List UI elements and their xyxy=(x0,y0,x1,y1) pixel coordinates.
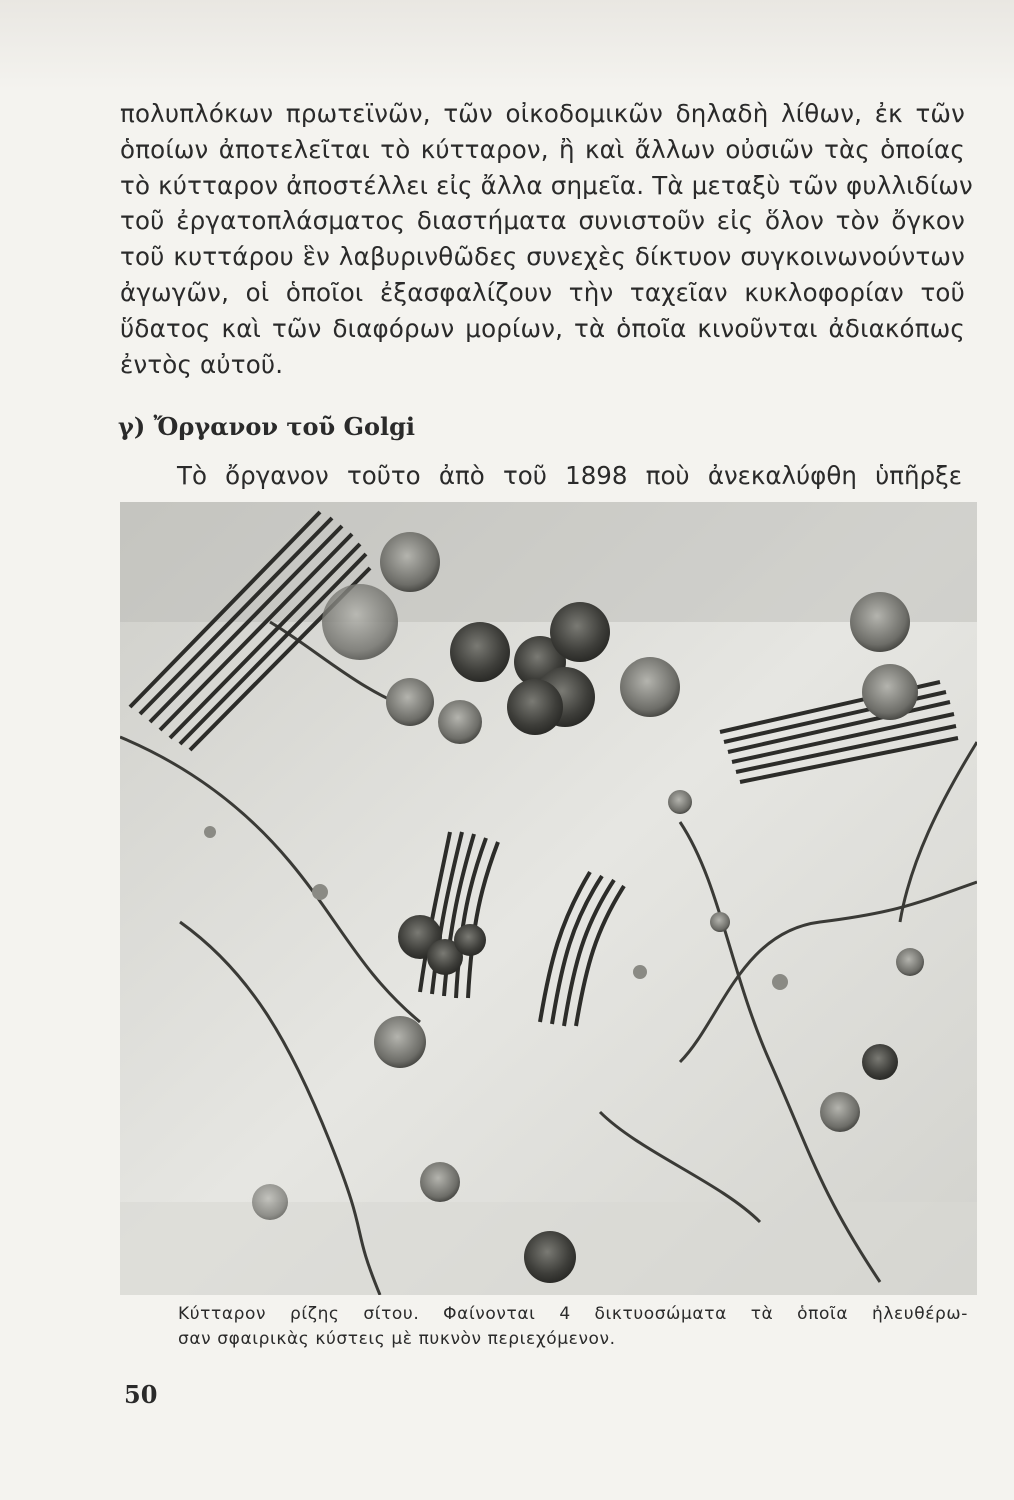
body-paragraph xyxy=(120,96,973,382)
micrograph-photo xyxy=(120,502,977,1295)
page-number: 50 xyxy=(124,1380,158,1409)
text-line: ἀγωγῶν, οἱ ὁποῖοι ἐξασφαλίζουν τὴν ταχεῖαν κυκλοφορίαν τοῦ xyxy=(120,277,965,307)
text-line: τοῦ ἐργατοπλάσματος διαστήματα συνιστοῦν εἰς ὅλον τὸν ὄγκον xyxy=(120,206,965,236)
text-line: ὁποίων ἀποτελεῖται τὸ κύτταρον, ἢ καὶ ἄλλων οὐσιῶν τὰς ὁποίας xyxy=(120,134,965,164)
text-line: πολυπλόκων πρωτεϊνῶν, τῶν οἰκοδομικῶν δηλαδὴ λίθων, ἐκ τῶν xyxy=(120,99,965,128)
section-heading: γ) Ὄργανον τοῦ Golgi xyxy=(118,412,416,441)
text-line: ἐντὸς αὐτοῦ. xyxy=(120,349,284,379)
micrograph-image xyxy=(120,502,977,1295)
caption-line: σαν σφαιρικὰς κύστεις μὲ πυκνὸν περιεχόμενον. xyxy=(178,1329,616,1349)
section-intro-line: Τὸ ὄργανον τοῦτο ἀπὸ τοῦ 1898 ποὺ ἀνεκαλύφθη ὑπῆρξε xyxy=(177,461,962,490)
caption-line: Κύτταρον ρίζης σίτου. Φαίνονται 4 δικτυοσώματα τὰ ὁποῖα ἠλευθέρω- xyxy=(178,1304,968,1324)
page-top-shading xyxy=(0,0,1014,90)
text-line: ὕδατος καὶ τῶν διαφόρων μορίων, τὰ ὁποῖα κινοῦνται ἀδιακόπως xyxy=(120,313,965,343)
text-line: τοῦ κυττάρου ἓν λαβυρινθῶδες συνεχὲς δίκτυον συγκοινωνούντων xyxy=(120,242,965,272)
figure-caption xyxy=(178,1302,968,1352)
text-line: τὸ κύτταρον ἀποστέλλει εἰς ἄλλα σημεῖα. Τὰ μεταξὺ τῶν φυλλιδίων xyxy=(120,170,973,200)
